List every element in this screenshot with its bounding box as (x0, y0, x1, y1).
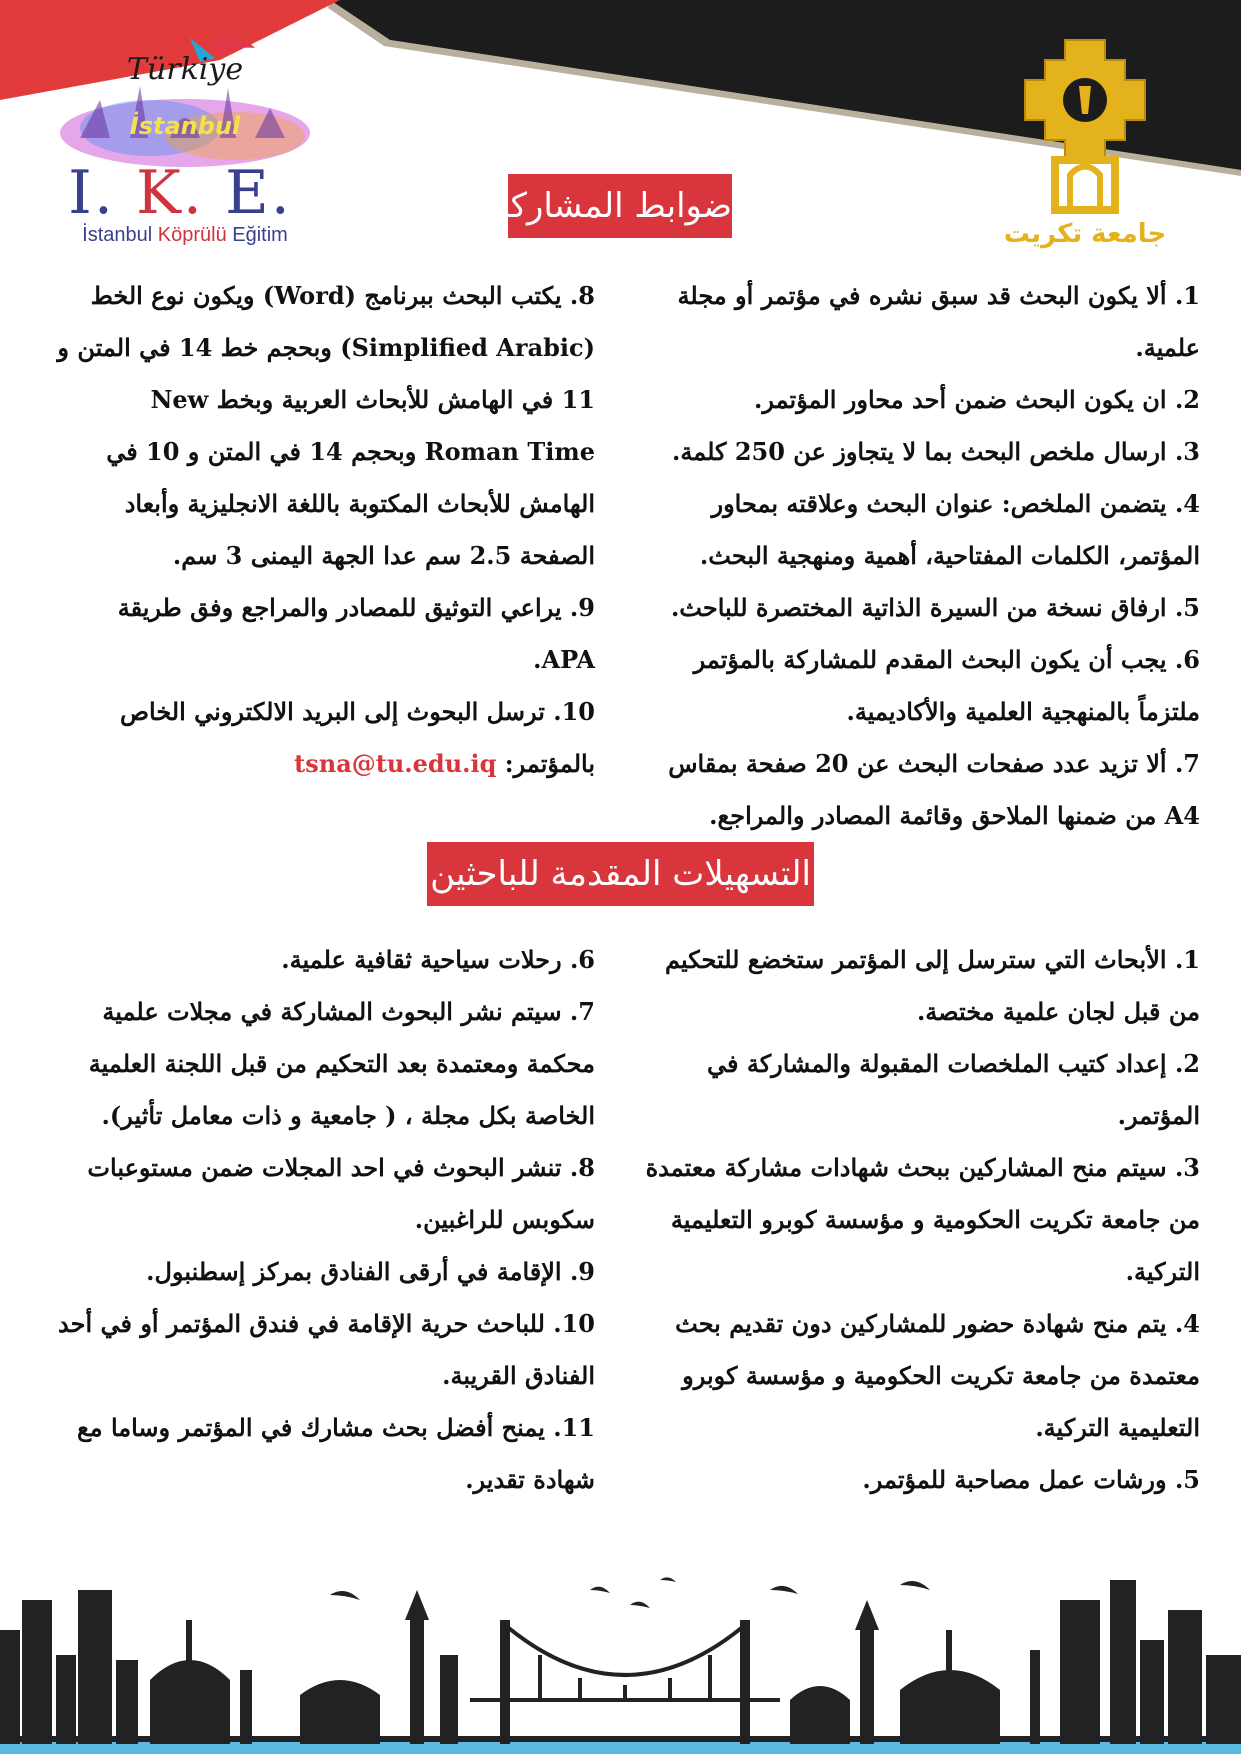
ike-subtitle-koprulu: Köprülü (157, 224, 227, 246)
list-item: 8. يكتب البحث ببرنامج (Word) ويكون نوع الخط (Simplified Arabic) وبحجم خط 14 في المتن و 11 في الهامش للأبحاث العربية وبخط New Roman Time وبحجم 14 في المتن و 10 في الهامش للأبحاث المكتوبة باللغة الانجليزية وأبعاد الصفحة 2.5 سم عدا الجهة اليمنى 3 سم. (57, 281, 595, 570)
list-item: 9. الإقامة في أرقى الفنادق بمركز إسطنبول. (146, 1257, 595, 1286)
list-item: 8. تنشر البحوث في احد المجلات ضمن مستوعبات سكوبس للراغبين. (87, 1153, 595, 1234)
list-item: 6. يجب أن يكون البحث المقدم للمشاركة بالمؤتمر ملتزماً بالمنهجية العلمية والأكاديمية. (693, 645, 1200, 726)
list-item: 11. يمنح أفضل بحث مشارك في المؤتمر وساما مع شهادة تقدير. (76, 1413, 595, 1494)
list-item: 9. يراعي التوثيق للمصادر والمراجع وفق طريقة APA. (117, 593, 595, 674)
istanbul-script-text: İstanbul (129, 112, 241, 140)
list-item: 5. ورشات عمل مصاحبة للمؤتمر. (862, 1465, 1200, 1494)
tikrit-university-logo (975, 30, 1195, 250)
conference-email-link[interactable]: tsna@tu.edu.iq (294, 749, 497, 778)
list-item: 5. ارفاق نسخة من السيرة الذاتية المختصرة للباحث. (670, 593, 1200, 622)
list-item: 1. ألا يكون البحث قد سبق نشره في مؤتمر أو مجلة علمية. (677, 281, 1200, 362)
participation-rules-left-list (50, 270, 595, 790)
list-item: 10. للباحث حرية الإقامة في فندق المؤتمر أو في أحد الفنادق القريبة. (58, 1309, 595, 1390)
ike-letter-i: I. (68, 158, 115, 228)
list-item: 2. ان يكون البحث ضمن أحد محاور المؤتمر. (754, 385, 1200, 414)
list-item: 4. يتم منح شهادة حضور للمشاركين دون تقديم بحث معتمدة من جامعة تكريت الحكومية و مؤسسة كوبرو التعليمية التركية. (675, 1309, 1200, 1442)
facilities-right-list (630, 934, 1200, 1506)
list-item: 2. إعداد كتيب الملخصات المقبولة والمشاركة في المؤتمر. (707, 1049, 1200, 1130)
list-item: 7. سيتم نشر البحوث المشاركة في مجلات علمية محكمة ومعتمدة بعد التحكيم من قبل اللجنة العلمية الخاصة بكل مجلة ، ( جامعية و ذات معامل تأثير). (88, 997, 595, 1130)
list-item: 6. رحلات سياحية ثقافية علمية. (281, 945, 595, 974)
researcher-facilities-title: التسهيلات المقدمة للباحثين (427, 842, 814, 906)
list-item: 3. سيتم منح المشاركين ببحث شهادات مشاركة معتمدة من جامعة تكريت الحكومية و مؤسسة كوبرو التعليمية التركية. (645, 1153, 1200, 1286)
list-item (50, 686, 595, 790)
bridge (470, 1625, 780, 1700)
list-item: 7. ألا تزيد عدد صفحات البحث عن 20 صفحة بمقاس A4 من ضمنها الملاحق وقائمة المصادر والمراجع. (668, 749, 1200, 830)
participation-rules-right-list (630, 270, 1200, 842)
ike-letter-e: E. (224, 158, 292, 228)
ike-subtitle-egitim: Eğitim (232, 224, 288, 246)
list-item: 4. يتضمن الملخص: عنوان البحث وعلاقته بمحاور المؤتمر، الكلمات المفتاحية، أهمية ومنهجية البحث. (699, 489, 1200, 570)
istanbul-watercolor-graphic (40, 28, 330, 168)
list-item: 1. الأبحاث التي سترسل إلى المؤتمر ستخضع للتحكيم من قبل لجان علمية مختصة. (664, 945, 1200, 1026)
ike-letter-k: K. (136, 158, 204, 228)
ike-subtitle-istanbul: İstanbul (82, 224, 153, 246)
tikrit-university-name: جامعة تكريت (1003, 219, 1167, 249)
email-instruction-text: 10. ترسل البحوث إلى البريد الالكتروني الخاص بالمؤتمر: (119, 697, 595, 778)
facilities-left-list (50, 934, 595, 1506)
ike-subtitle (40, 224, 330, 247)
turkiye-script-text: Türkiye (126, 52, 244, 87)
ike-letters (40, 158, 320, 228)
participation-rules-title: ضوابط المشاركة (508, 174, 732, 238)
istanbul-skyline-graphic (0, 1560, 1241, 1754)
list-item: 3. ارسال ملخص البحث بما لا يتجاوز عن 250 كلمة. (672, 437, 1200, 466)
